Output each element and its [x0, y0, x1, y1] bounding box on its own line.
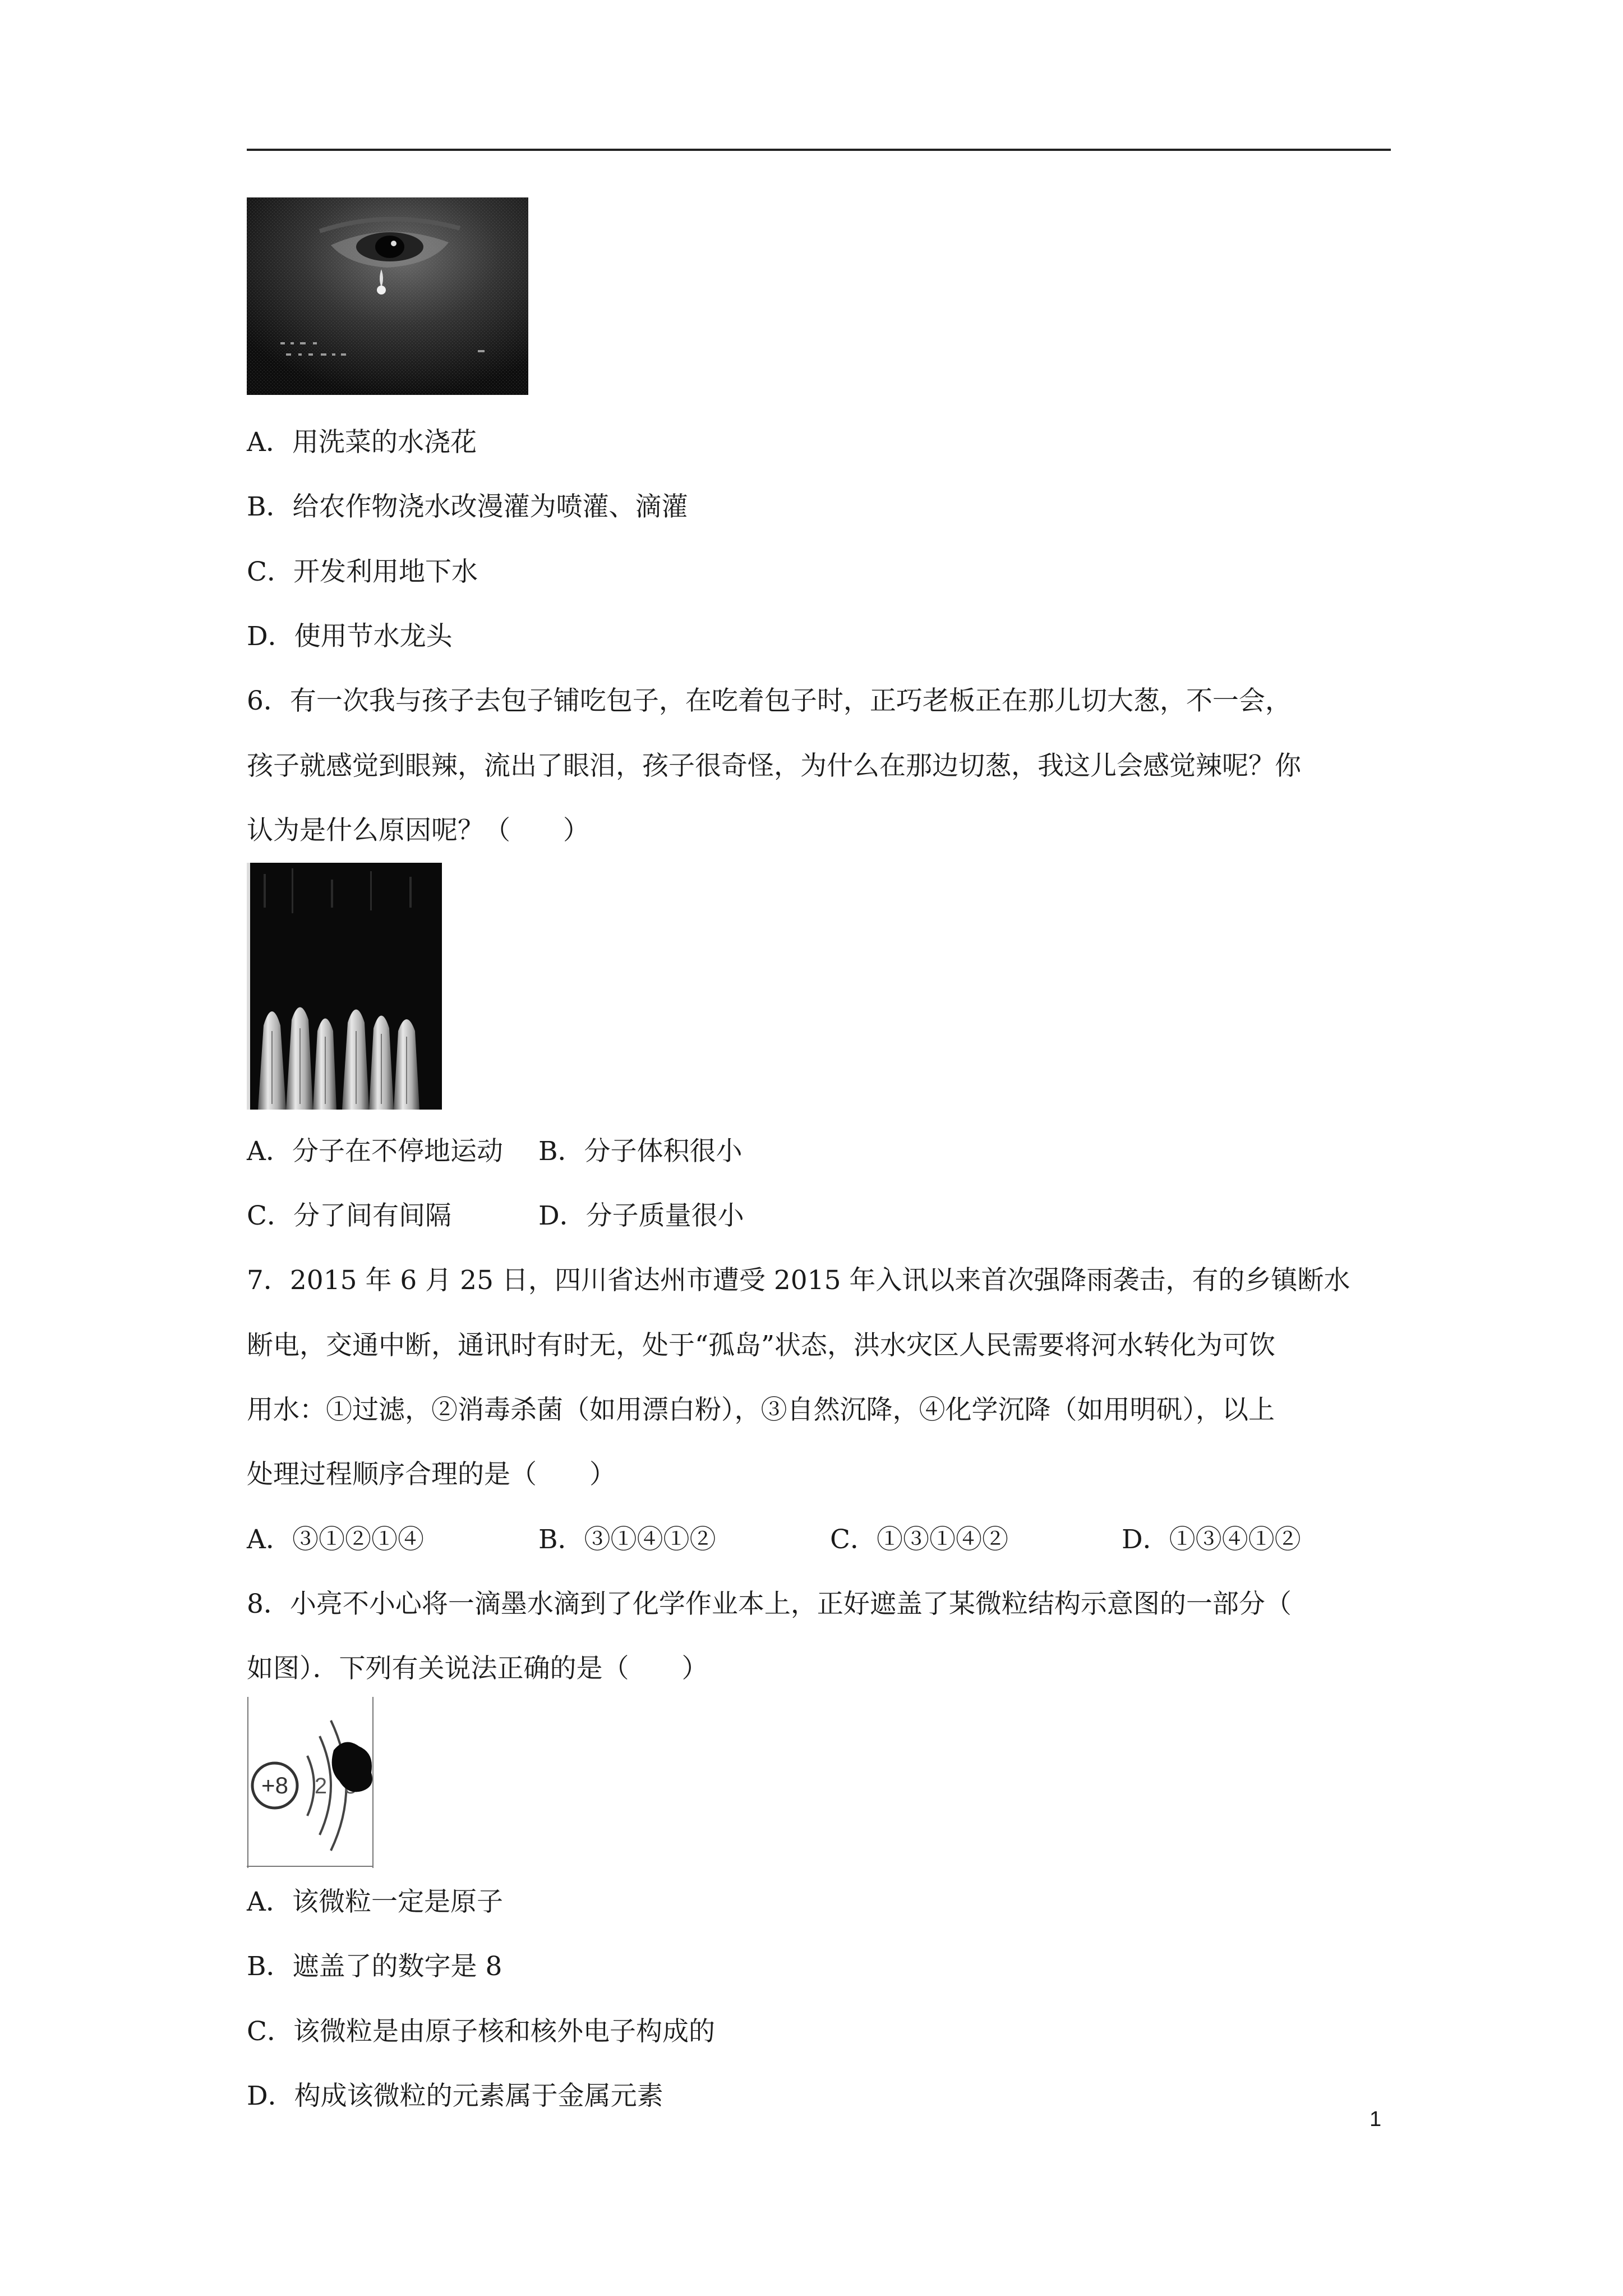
q5-option-b: B．给农作物浇水改漫灌为喷灌、滴灌 — [247, 491, 688, 522]
q7-stem-line-3: 用水：①过滤，②消毒杀菌（如用漂白粉），③自然沉降，④化学沉降（如用明矾），以上 — [247, 1395, 1275, 1425]
nucleus-charge-label: +8 — [261, 1772, 288, 1798]
q6-option-b: B．分子体积很小 — [538, 1136, 743, 1167]
q7-option-c: C．①③①④② — [830, 1524, 1008, 1555]
q5-option-a: A．用洗菜的水浇花 — [247, 427, 477, 458]
q8-option-b: B．遮盖了的数字是 8 — [247, 1951, 502, 1982]
q6-option-a: A．分子在不停地运动 — [247, 1136, 503, 1167]
q7-option-a: A．③①②①④ — [247, 1524, 424, 1555]
eye-tear-photo — [247, 197, 528, 395]
page-number: 1 — [1370, 2108, 1382, 2131]
q5-option-d: D．使用节水龙头 — [247, 621, 453, 652]
q8-option-a: A．该微粒一定是原子 — [247, 1887, 503, 1917]
q6-stem-line-3: 认为是什么原因呢？（ ） — [247, 815, 589, 846]
header-rule — [247, 149, 1391, 151]
q6-option-d: D．分子质量很小 — [538, 1200, 744, 1231]
scallion-photo — [247, 863, 442, 1110]
q8-option-d: D．构成该微粒的元素属于金属元素 — [247, 2081, 663, 2111]
q6-stem-line-1: 6．有一次我与孩子去包子铺吃包子，在吃着包子时，正巧老板正在那儿切大葱，不一会， — [247, 685, 1292, 716]
q7-option-d: D．①③④①② — [1122, 1524, 1301, 1555]
q6-option-c: C．分了间有间隔 — [247, 1200, 451, 1231]
q6-stem-line-2: 孩子就感觉到眼辣，流出了眼泪，孩子很奇怪，为什么在那边切葱，我这儿会感觉辣呢？你 — [247, 751, 1301, 781]
atom-structure-diagram — [247, 1697, 379, 1868]
q8-stem-line-2: 如图）．下列有关说法正确的是（ ） — [247, 1653, 708, 1684]
q7-stem-line-4: 处理过程顺序合理的是（ ） — [247, 1459, 616, 1490]
q8-stem-line-1: 8．小亮不小心将一滴墨水滴到了化学作业本上，正好遮盖了某微粒结构示意图的一部分（ — [247, 1589, 1292, 1619]
q7-option-b: B．③①④①② — [538, 1524, 716, 1555]
q5-option-c: C．开发利用地下水 — [247, 556, 478, 587]
q8-option-c: C．该微粒是由原子核和核外电子构成的 — [247, 2016, 715, 2047]
q7-stem-line-2: 断电，交通中断，通讯时有时无，处于“孤岛”状态，洪水灾区人民需要将河水转化为可饮 — [247, 1330, 1276, 1361]
q7-stem-line-1: 7．2015 年 6 月 25 日，四川省达州市遭受 2015 年入讯以来首次强降雨袭击，有的乡镇断水 — [247, 1265, 1350, 1296]
shell-1-electron-count: 2 — [314, 1774, 328, 1798]
